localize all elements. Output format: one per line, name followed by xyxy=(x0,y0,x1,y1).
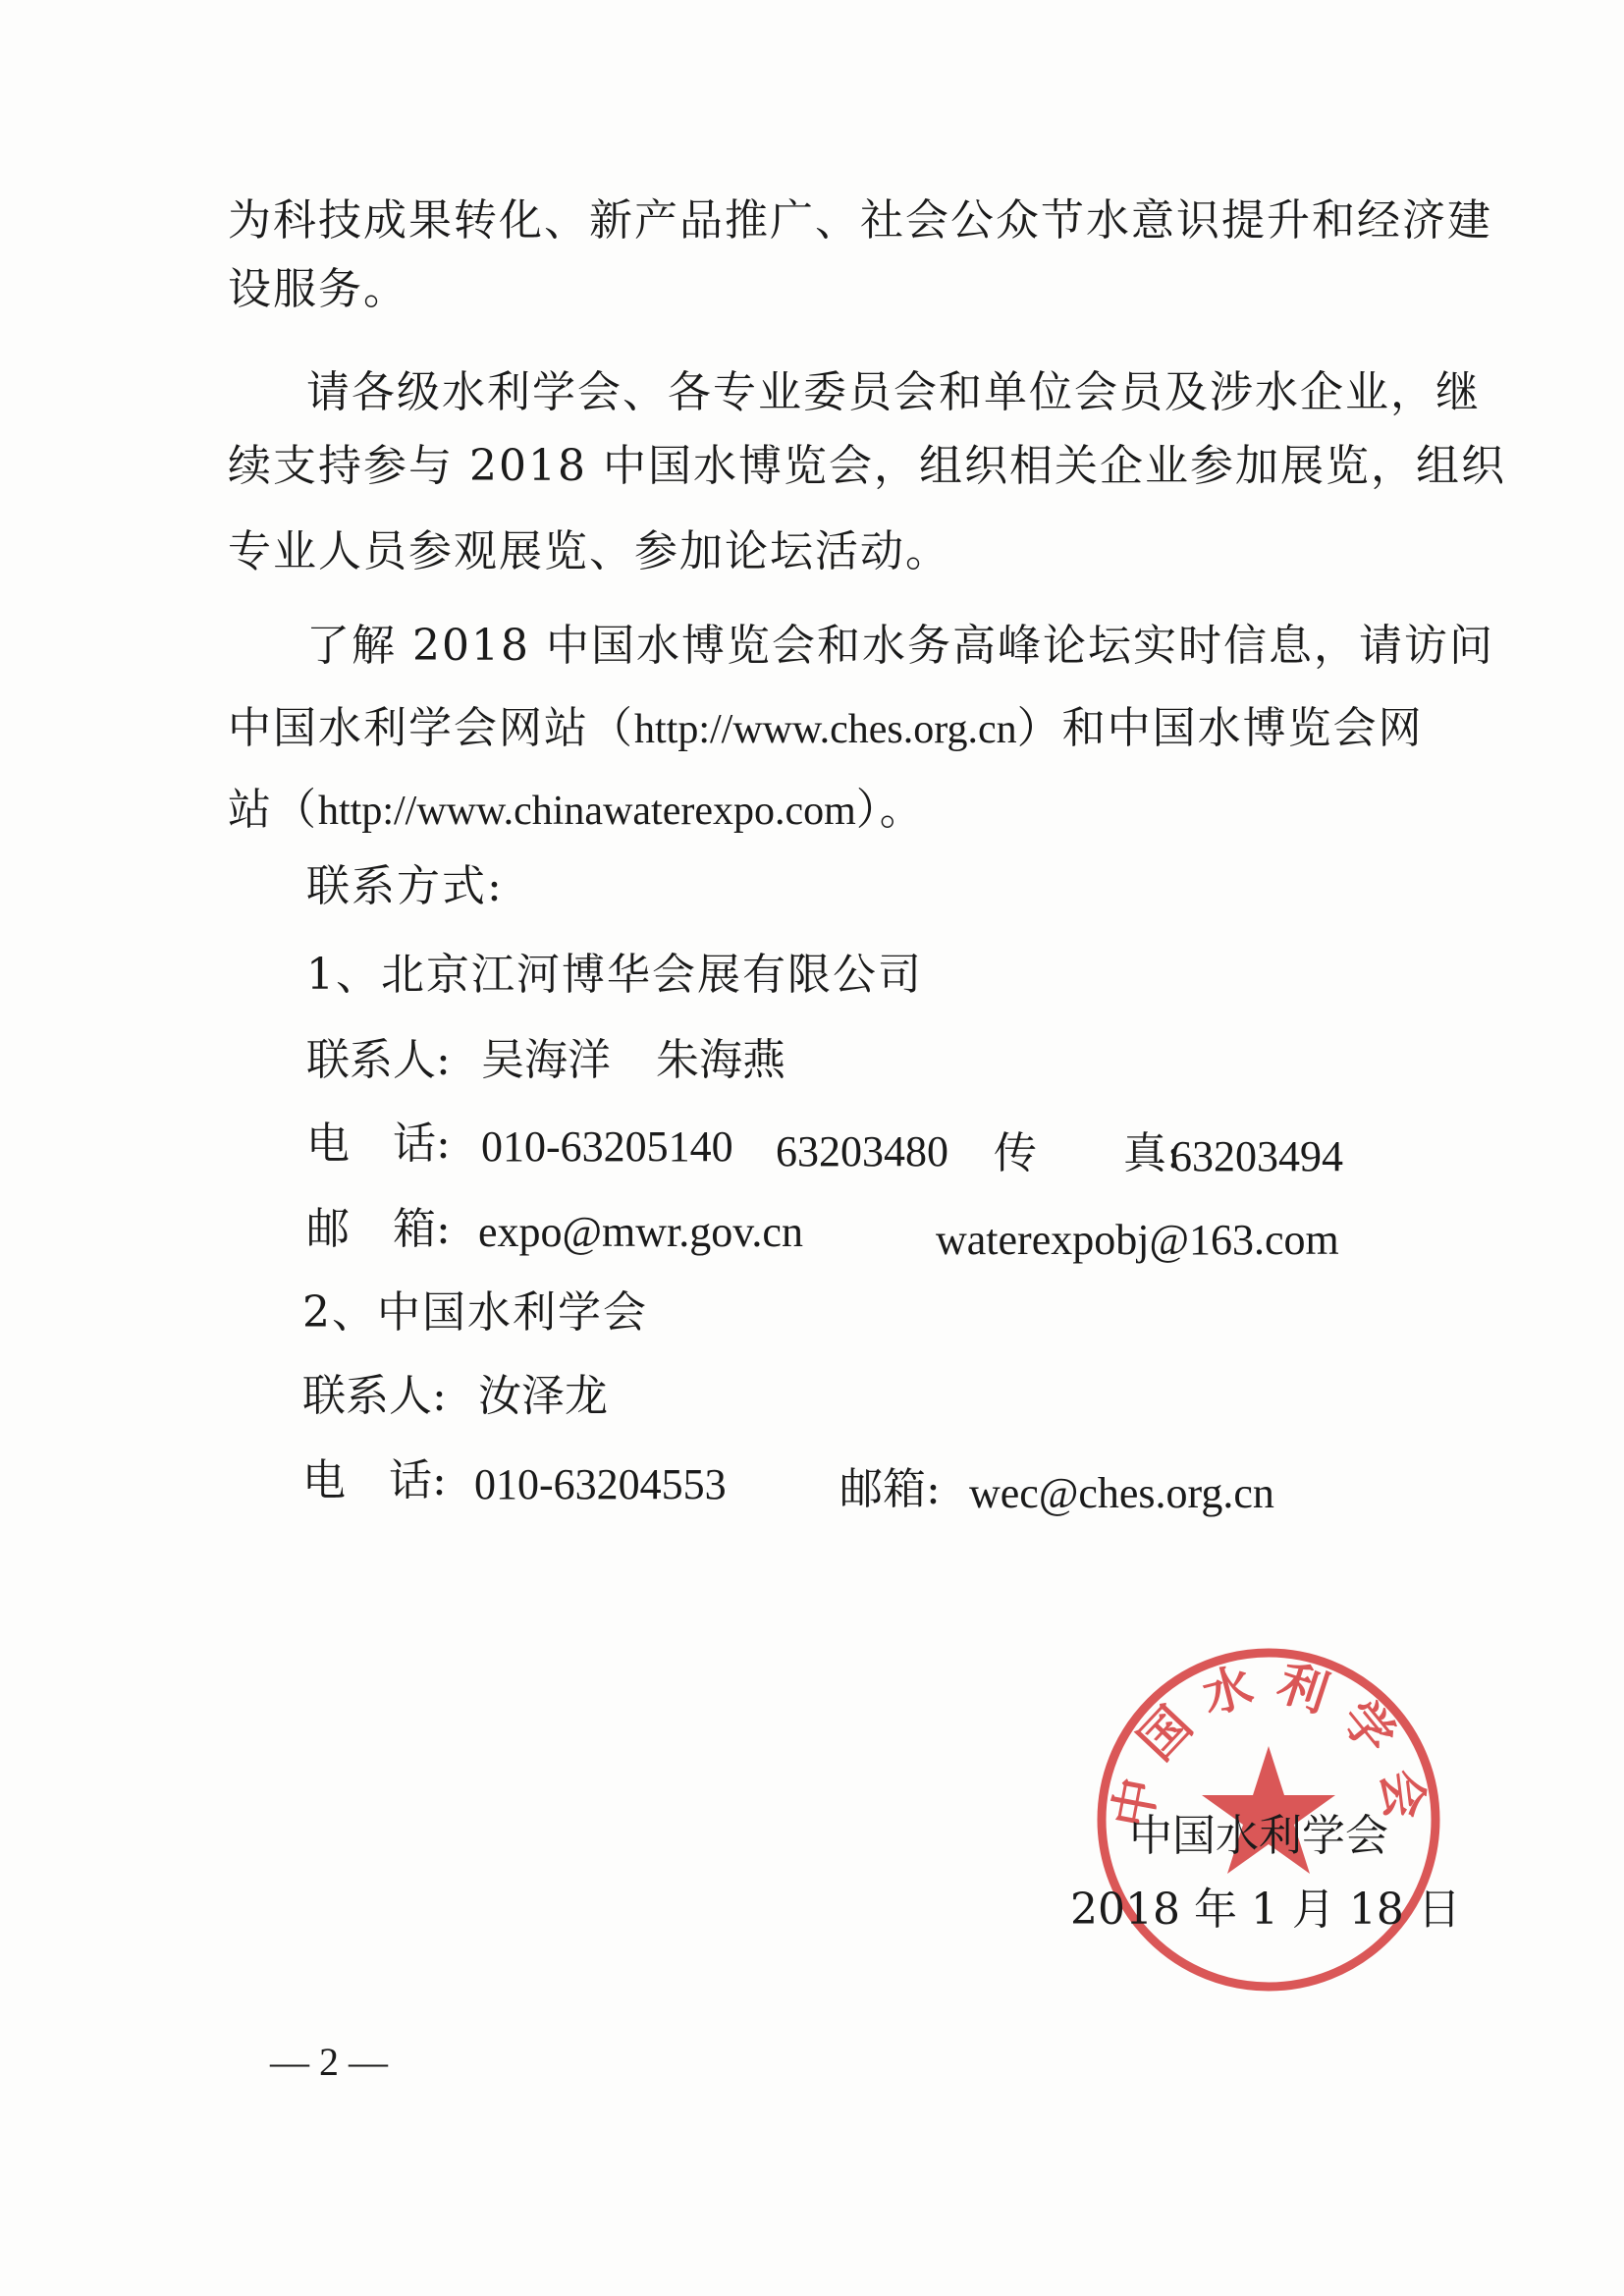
org2-person: 汝泽龙 xyxy=(478,1371,608,1421)
paragraph1-line2: 设服务。 xyxy=(228,264,408,314)
ches-website-link[interactable]: http://www.ches.org.cn xyxy=(634,707,1017,752)
paragraph3-line2-text-a: 中国水利学会网站（ xyxy=(228,703,634,753)
org2-phone-label: 电 话: xyxy=(302,1455,447,1505)
org1-email-label: 邮 箱: xyxy=(306,1204,451,1254)
org2-email[interactable]: wec@ches.org.cn xyxy=(969,1469,1274,1517)
org1-phone-label: 电 话: xyxy=(306,1119,451,1169)
paragraph3-line2 xyxy=(228,699,1435,759)
paragraph1-line1: 为科技成果转化、新产品推广、社会公众节水意识提升和经济建 xyxy=(228,195,1492,246)
signature-org: 中国水利学会 xyxy=(1129,1811,1388,1861)
paragraph2-line3: 专业人员参观展览、参加论坛活动。 xyxy=(228,526,950,576)
chinawaterexpo-website-link[interactable]: http://www.chinawaterexpo.com xyxy=(318,789,856,834)
org1-fax-label: 传 真: xyxy=(994,1128,1181,1178)
org1-email-2[interactable]: waterexpobj@163.com xyxy=(936,1216,1339,1264)
paragraph3-line3-text-b: ）。 xyxy=(855,785,925,835)
seal-text: 中国水利学会 xyxy=(1102,1652,1436,1840)
org2-phone: 010-63204553 xyxy=(474,1460,727,1508)
paragraph2-line1: 请各级水利学会、各专业委员会和单位会员及涉水企业，继 xyxy=(306,367,1481,417)
org1-title: 1、北京江河博华会展有限公司 xyxy=(306,950,923,1000)
contact-heading: 联系方式: xyxy=(306,861,504,911)
org1-email-1[interactable]: expo@mwr.gov.cn xyxy=(478,1208,803,1256)
org1-phone-2: 63203480 xyxy=(776,1127,948,1175)
page-number: — 2 — xyxy=(270,2040,388,2084)
org2-title: 2、中国水利学会 xyxy=(302,1287,648,1338)
paragraph3-line3-text-a: 站（ xyxy=(228,785,318,835)
org2-email-label: 邮箱: xyxy=(839,1464,941,1514)
org1-person-1: 吴海洋 xyxy=(481,1035,611,1085)
signature-date: 2018 年 1 月 18 日 xyxy=(1070,1885,1461,1935)
paragraph3-line1: 了解 2018 中国水博览会和水务高峰论坛实时信息，请访问 xyxy=(306,621,1494,671)
org1-phone-1: 010-63205140 xyxy=(481,1122,733,1171)
org1-fax: 63203494 xyxy=(1170,1132,1343,1180)
org1-person-label: 联系人: xyxy=(306,1035,451,1085)
org2-person-label: 联系人: xyxy=(302,1371,447,1421)
paragraph3-line2-text-b: ）和中国水博览会网 xyxy=(1016,703,1424,753)
paragraph2-line2: 续支持参与 2018 中国水博览会，组织相关企业参加展览，组织 xyxy=(228,441,1506,491)
org1-person-2: 朱海燕 xyxy=(656,1035,785,1085)
paragraph3-line3 xyxy=(228,781,1435,841)
